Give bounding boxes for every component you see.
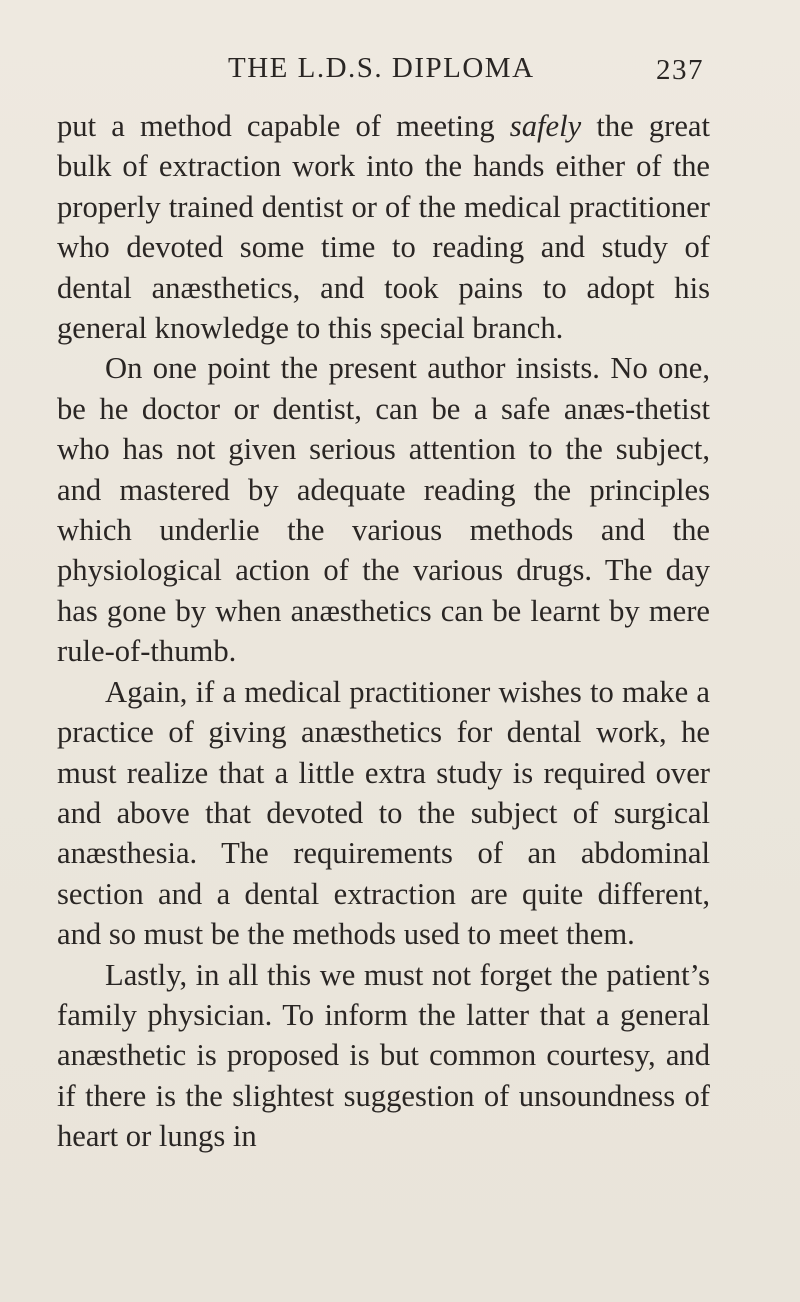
running-head [57,52,710,106]
paragraph-4: Lastly, in all this we must not forget the patient’s family physician. To inform the latter that a general anæsthetic is proposed is but common courtesy, and if there is the slightest suggestion of unsoundness of heart or lungs in [57,957,710,1154]
paragraph-1-start: put a method capable of meeting [57,109,510,143]
paragraph-continued [57,106,710,348]
emphasis-safely: safely [509,109,582,143]
body-text [57,106,710,1157]
running-title: THE L.D.S. DIPLOMA [228,52,535,84]
paragraph-1-end: the great bulk of extraction work into the hands either of the properly trained dentist or of the medical practitioner who devoted some time to reading and study of dental anæsthetics, and took pains to adopt his general knowledge to this special branch. [57,109,710,346]
page-number: 237 [656,54,704,86]
paragraph-3: Again, if a medical practitioner wishes to make a practice of giving anæsthetics for dental work, he must realize that a little extra study is required over and above that devoted to the subject of surgical anæsthesia. The requirements of an abdominal section and a dental extraction are quite different, and so must be the methods used to meet them. [57,674,710,952]
paragraph-2: On one point the present author insists. No one, be he doctor or dentist, can be a safe anæs-thetist who has not given serious attention to the subject, and mastered by adequate reading the principles which underlie the various methods and the physiological action of the various drugs. The day has gone by when anæsthetics can be learnt by mere rule-of-thumb. [57,351,710,669]
